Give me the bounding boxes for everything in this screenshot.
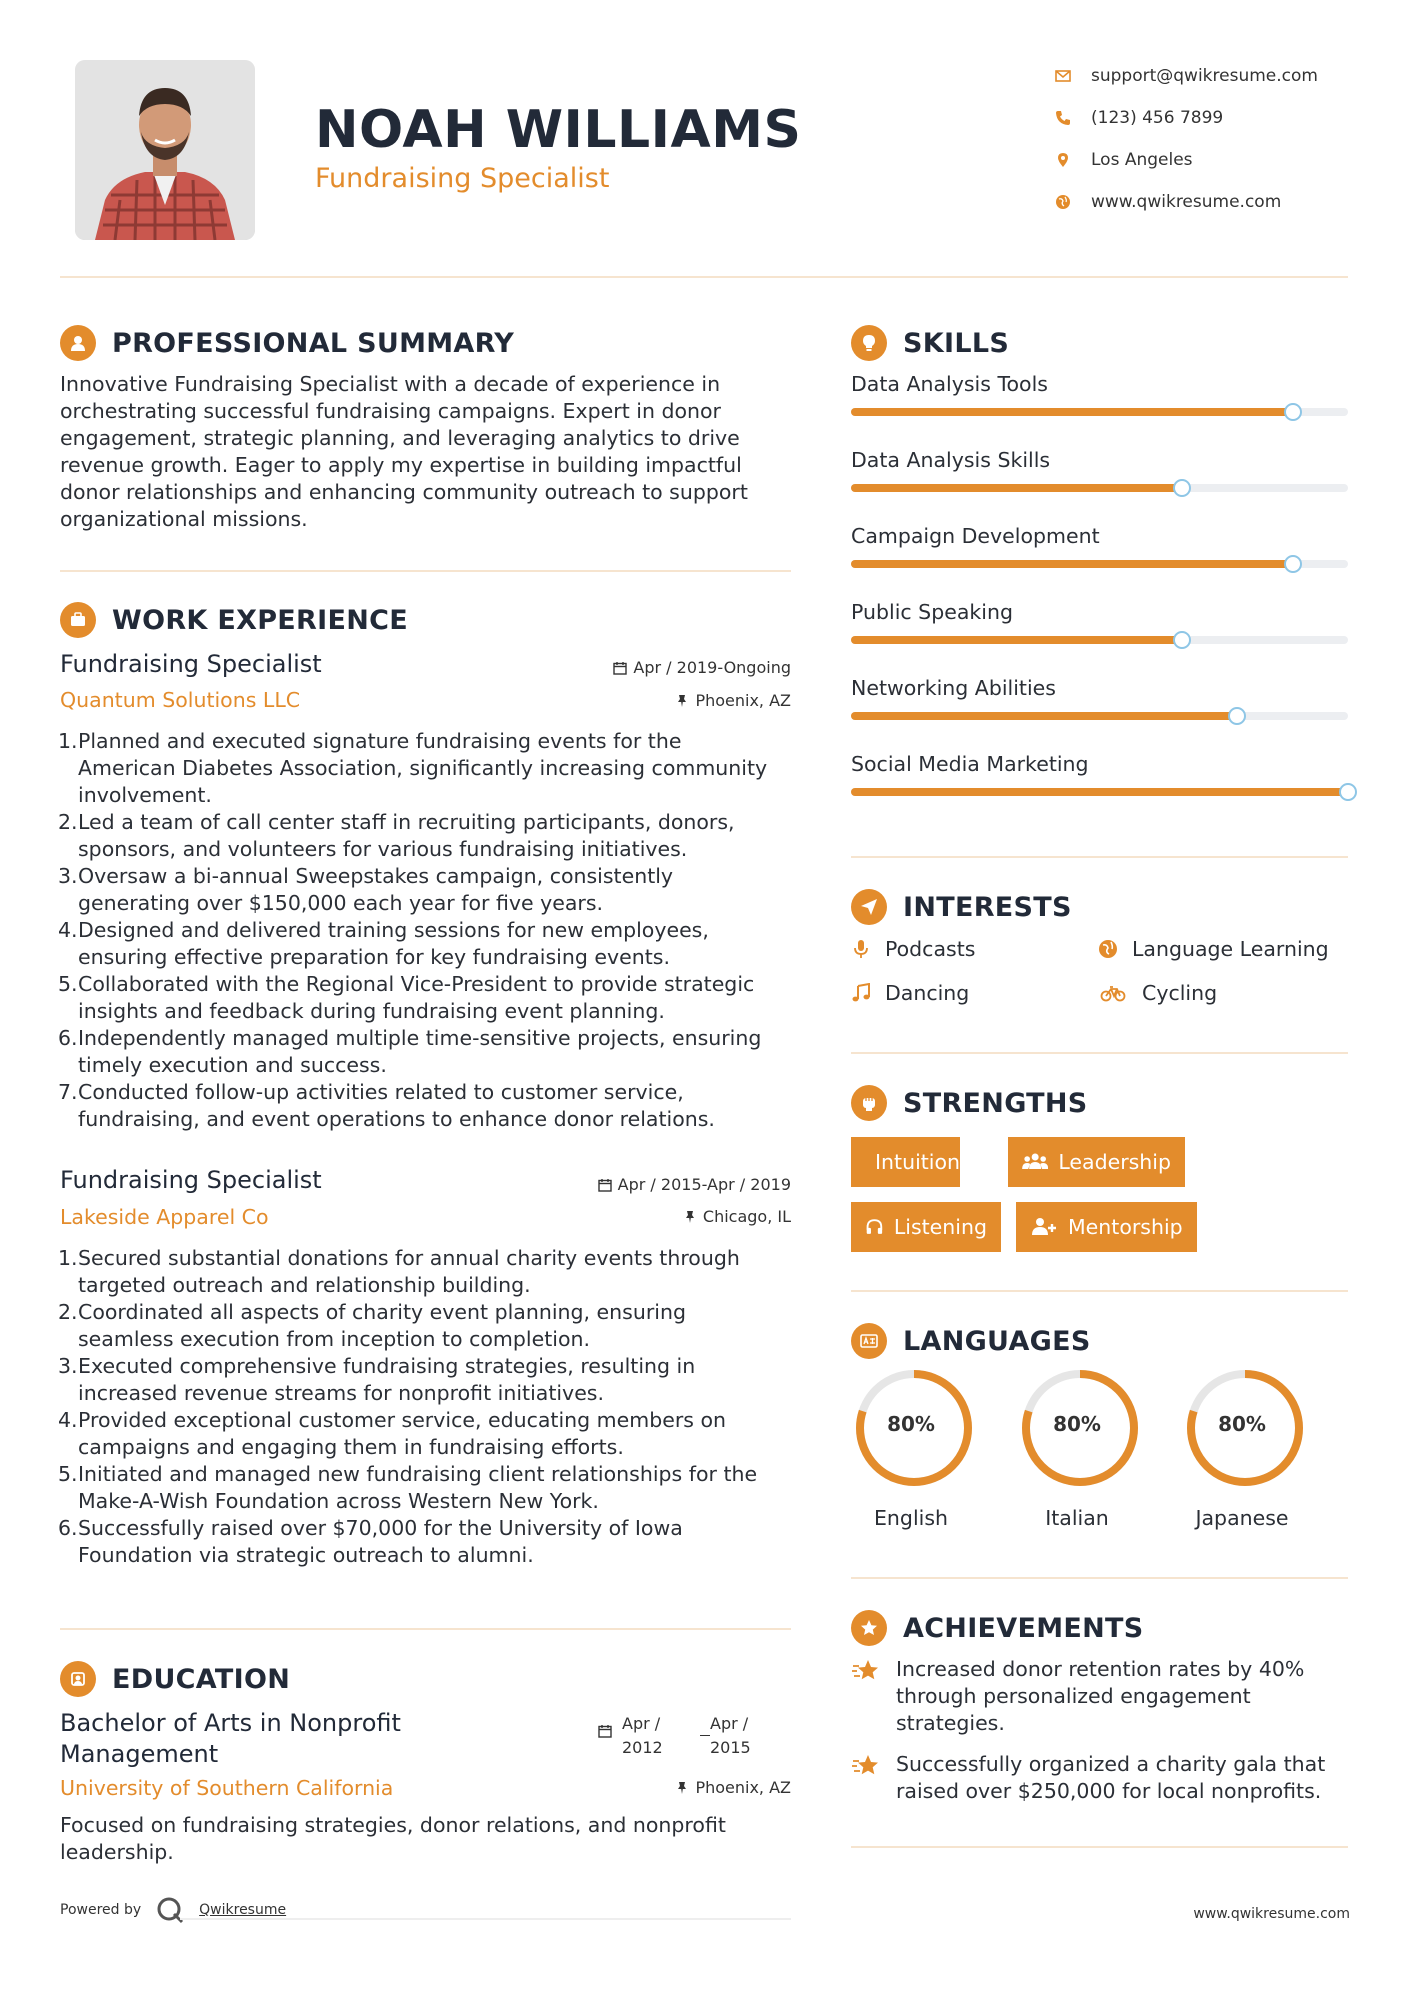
skill-label: Data Analysis Tools: [851, 372, 1048, 396]
skill-track: [851, 712, 1348, 720]
graduate-icon: [68, 1669, 88, 1689]
education-heading: [60, 1661, 290, 1697]
achievements-divider: [851, 1846, 1348, 1848]
profile-photo: [75, 60, 255, 240]
pin-icon: [683, 1210, 697, 1224]
map-pin-icon: [1055, 152, 1071, 168]
strength-label: Intuition: [875, 1150, 961, 1174]
job-date-text: Apr / 2015-Apr / 2019: [617, 1175, 791, 1194]
skill-item: [851, 676, 1348, 746]
list-item: 6. Independently managed multiple time-sensitive projects, ensuring timely execution and success.: [58, 1026, 762, 1077]
interest-label: Cycling: [1142, 981, 1218, 1005]
education-title: EDUCATION: [112, 1663, 291, 1695]
job-title: Fundraising Specialist: [60, 1166, 322, 1194]
education-location: [520, 1778, 791, 1797]
interest-label: Dancing: [885, 981, 970, 1005]
languages-heading: [851, 1323, 1091, 1359]
skill-level-knob: [1339, 783, 1357, 801]
language-item: [1015, 1366, 1145, 1530]
list-item: 2. Led a team of call center staff in recruiting participants, donors, sponsors, and volunteers for various fundraising initiatives.: [58, 810, 735, 861]
person-photo-illustration: [75, 60, 255, 240]
user-plus-icon: [1030, 1216, 1058, 1238]
summary-line: donor relationships and enhancing community outreach to support: [60, 480, 748, 504]
skill-level-fill: [851, 712, 1237, 720]
languages-divider: [851, 1577, 1348, 1579]
skill-track: [851, 636, 1348, 644]
job-location-text: Chicago, IL: [702, 1207, 791, 1226]
skill-label: Networking Abilities: [851, 676, 1056, 700]
list-item: 5. Collaborated with the Regional Vice-President to provide strategic insights and feedback during fundraising event planning.: [58, 972, 755, 1023]
interest-item: [851, 981, 969, 1005]
education-desc-line: leadership.: [60, 1840, 174, 1864]
skill-track: [851, 560, 1348, 568]
achievement-item: [851, 1656, 1348, 1737]
skill-level-knob: [1284, 555, 1302, 573]
list-item: 3. Executed comprehensive fundraising strategies, resulting in increased revenue streams for nonprofit initiatives.: [58, 1354, 696, 1405]
summary-line: revenue growth. Eager to apply my expertise in building impactful: [60, 453, 742, 477]
globe-icon: [1055, 194, 1071, 210]
skills-title: SKILLS: [903, 327, 1010, 359]
strengths-title: STRENGTHS: [903, 1087, 1088, 1119]
job-duties-list: [60, 1245, 800, 1569]
list-item: 1. Planned and executed signature fundraising events for the American Diabetes Association, significantly increasing community involvement.: [58, 729, 768, 807]
star-icon: [851, 1656, 881, 1686]
work-heading: [60, 602, 408, 638]
list-item: 1. Secured substantial donations for annual charity events through targeted outreach and relationship building.: [58, 1246, 740, 1297]
qwikresume-logo-icon: [155, 1895, 185, 1925]
lightbulb-icon: [859, 333, 879, 353]
list-item: 7. Conducted follow-up activities related to customer service, fundraising, and event operations to enhance donor relations.: [58, 1080, 715, 1131]
users-icon: [1022, 1151, 1048, 1173]
strength-label: Mentorship: [1068, 1215, 1183, 1239]
strengths-divider: [851, 1290, 1348, 1292]
language-name: Japanese: [1195, 1506, 1289, 1530]
calendar-icon: [613, 661, 627, 675]
job-date: [520, 658, 791, 677]
summary-line: Innovative Fundraising Specialist with a decade of experience in: [60, 372, 721, 396]
company-name: Lakeside Apparel Co: [60, 1205, 269, 1229]
contact-phone[interactable]: [1055, 97, 1385, 139]
contact-location-text: Los Angeles: [1091, 150, 1193, 170]
contact-phone-text: (123) 456 7899: [1091, 108, 1224, 128]
strength-label: Leadership: [1058, 1150, 1171, 1174]
skill-level-knob: [1228, 707, 1246, 725]
candidate-role: Fundraising Specialist: [315, 163, 610, 194]
footer-website[interactable]: www.qwikresume.com: [1193, 1906, 1350, 1922]
brand-link[interactable]: Qwikresume: [199, 1902, 287, 1918]
language-percent: 80%: [1218, 1412, 1266, 1436]
skill-label: Campaign Development: [851, 524, 1100, 548]
skill-level-fill: [851, 636, 1182, 644]
job-duties-list: [60, 728, 800, 1133]
skill-label: Public Speaking: [851, 600, 1013, 624]
language-item: [849, 1366, 979, 1530]
job-location: [520, 691, 791, 710]
language-name: Italian: [1045, 1506, 1109, 1530]
summary-line: orchestrating successful fundraising campaigns. Expert in donor: [60, 399, 721, 423]
work-title: WORK EXPERIENCE: [112, 604, 408, 636]
paper-plane-icon: [859, 897, 879, 917]
skill-item: [851, 448, 1348, 518]
list-item: 5. Initiated and managed new fundraising client relationships for the Make-A-Wish Foundation across Western New York.: [58, 1462, 758, 1513]
language-item: [1180, 1366, 1310, 1530]
footer-powered-by: [60, 1895, 286, 1925]
skill-level-knob: [1173, 631, 1191, 649]
job-date: [520, 1175, 791, 1194]
strength-tag: [1008, 1137, 1185, 1187]
contact-website[interactable]: [1055, 181, 1385, 223]
list-item: 6. Successfully raised over $70,000 for the University of Iowa Foundation via strategic outreach to alumni.: [58, 1516, 683, 1567]
work-divider: [60, 1628, 791, 1630]
achievements-title: ACHIEVEMENTS: [903, 1612, 1144, 1644]
star-badge-icon: [859, 1618, 879, 1638]
envelope-icon: [1055, 68, 1071, 84]
interests-title: INTERESTS: [903, 891, 1072, 923]
summary-text: [60, 371, 800, 533]
user-icon: [68, 333, 88, 353]
language-name: English: [873, 1506, 949, 1530]
education-desc-line: Focused on fundraising strategies, donor relations, and nonprofit: [60, 1813, 726, 1837]
headphones-icon: [865, 1216, 884, 1238]
edu-start-year: 2012: [622, 1738, 663, 1757]
interests-heading: [851, 889, 1072, 925]
summary-line: engagement, strategic planning, and leveraging analytics to drive: [60, 426, 740, 450]
skill-level-knob: [1284, 403, 1302, 421]
achievements-heading: [851, 1610, 1144, 1646]
skill-item: [851, 600, 1348, 670]
strength-label: Listening: [893, 1215, 987, 1239]
skill-label: Data Analysis Skills: [851, 448, 1051, 472]
language-percent: 80%: [1053, 1412, 1101, 1436]
pin-icon: [675, 1781, 689, 1795]
skills-heading: [851, 325, 1009, 361]
skill-label: Social Media Marketing: [851, 752, 1089, 776]
star-icon: [851, 1751, 881, 1781]
edu-end-month: Apr /: [710, 1714, 749, 1733]
job-date-text: Apr / 2019-Ongoing: [633, 658, 791, 677]
strengths-heading: [851, 1085, 1088, 1121]
globe-icon: [1098, 939, 1118, 959]
achievement-line: raised over $250,000 for local nonprofits.: [896, 1779, 1322, 1803]
summary-divider: [60, 570, 791, 572]
school-name: University of Southern California: [60, 1776, 394, 1800]
interest-label: Language Learning: [1132, 937, 1329, 961]
interest-item: [851, 937, 975, 961]
contact-website-text: www.qwikresume.com: [1091, 192, 1282, 212]
pin-icon: [675, 694, 689, 708]
edu-end-year: 2015: [710, 1738, 751, 1757]
contact-email[interactable]: [1055, 55, 1385, 97]
skill-item: [851, 372, 1348, 442]
skill-track: [851, 788, 1348, 796]
skill-track: [851, 408, 1348, 416]
skill-track: [851, 484, 1348, 492]
skill-item: [851, 524, 1348, 594]
achievement-line: through personalized engagement: [896, 1684, 1251, 1708]
strength-tag: [1016, 1202, 1197, 1252]
header-divider: [60, 276, 1348, 278]
company-name: Quantum Solutions LLC: [60, 688, 301, 712]
skill-level-fill: [851, 560, 1293, 568]
edu-start-month: Apr /: [622, 1714, 661, 1733]
candidate-name: NOAH WILLIAMS: [315, 100, 802, 160]
skill-item: [851, 752, 1348, 822]
bicycle-icon: [1098, 983, 1128, 1003]
summary-heading: [60, 325, 514, 361]
list-item: 3. Oversaw a bi-annual Sweepstakes campaign, consistently generating over $150,000 each year for five years.: [58, 864, 674, 915]
degree-title: [60, 1708, 480, 1770]
achievement-line: Increased donor retention rates by 40%: [896, 1657, 1305, 1681]
language-percent: 80%: [887, 1412, 935, 1436]
achievement-item: [851, 1751, 1348, 1805]
skill-level-fill: [851, 788, 1348, 796]
list-item: 4. Designed and delivered training sessions for new employees, ensuring effective preparation for key fundraising events.: [58, 918, 709, 969]
list-item: 2. Coordinated all aspects of charity event planning, ensuring seamless execution from inception to completion.: [58, 1300, 686, 1351]
interest-label: Podcasts: [885, 937, 976, 961]
degree-line: Management: [60, 1740, 219, 1768]
summary-line: organizational missions.: [60, 507, 308, 531]
interests-divider: [851, 1052, 1348, 1054]
summary-title: PROFESSIONAL SUMMARY: [112, 327, 515, 359]
contact-list: [1055, 55, 1385, 223]
powered-by-text: Powered by: [60, 1902, 142, 1918]
skills-divider: [851, 856, 1348, 858]
calendar-icon: [598, 1178, 612, 1192]
education-location-text: Phoenix, AZ: [695, 1778, 791, 1797]
skill-level-fill: [851, 484, 1182, 492]
job-location-text: Phoenix, AZ: [695, 691, 791, 710]
strength-tag: [851, 1137, 960, 1187]
list-item: 4. Provided exceptional customer service, educating members on campaigns and engaging them in fundraising efforts.: [58, 1408, 727, 1459]
fist-icon: [859, 1093, 879, 1113]
job-title: Fundraising Specialist: [60, 650, 322, 678]
contact-location: [1055, 139, 1385, 181]
job-location: [520, 1207, 791, 1226]
briefcase-icon: [68, 610, 88, 630]
calendar-icon: [598, 1724, 612, 1738]
date-separator: [700, 1712, 710, 1736]
interest-item: [1098, 981, 1217, 1005]
footer-divider: [180, 1918, 791, 1920]
translate-icon: [859, 1331, 879, 1351]
contact-email-text: support@qwikresume.com: [1091, 66, 1318, 86]
microphone-icon: [851, 939, 871, 959]
degree-line: Bachelor of Arts in Nonprofit: [60, 1709, 401, 1737]
skill-level-knob: [1173, 479, 1191, 497]
achievement-line: Successfully organized a charity gala that: [896, 1752, 1326, 1776]
education-description: [60, 1812, 800, 1866]
skill-level-fill: [851, 408, 1293, 416]
achievement-line: strategies.: [896, 1711, 1005, 1735]
phone-icon: [1055, 110, 1071, 126]
interest-item: [1098, 937, 1329, 961]
music-note-icon: [851, 983, 871, 1003]
languages-title: LANGUAGES: [903, 1325, 1091, 1357]
strength-tag: [851, 1202, 1001, 1252]
